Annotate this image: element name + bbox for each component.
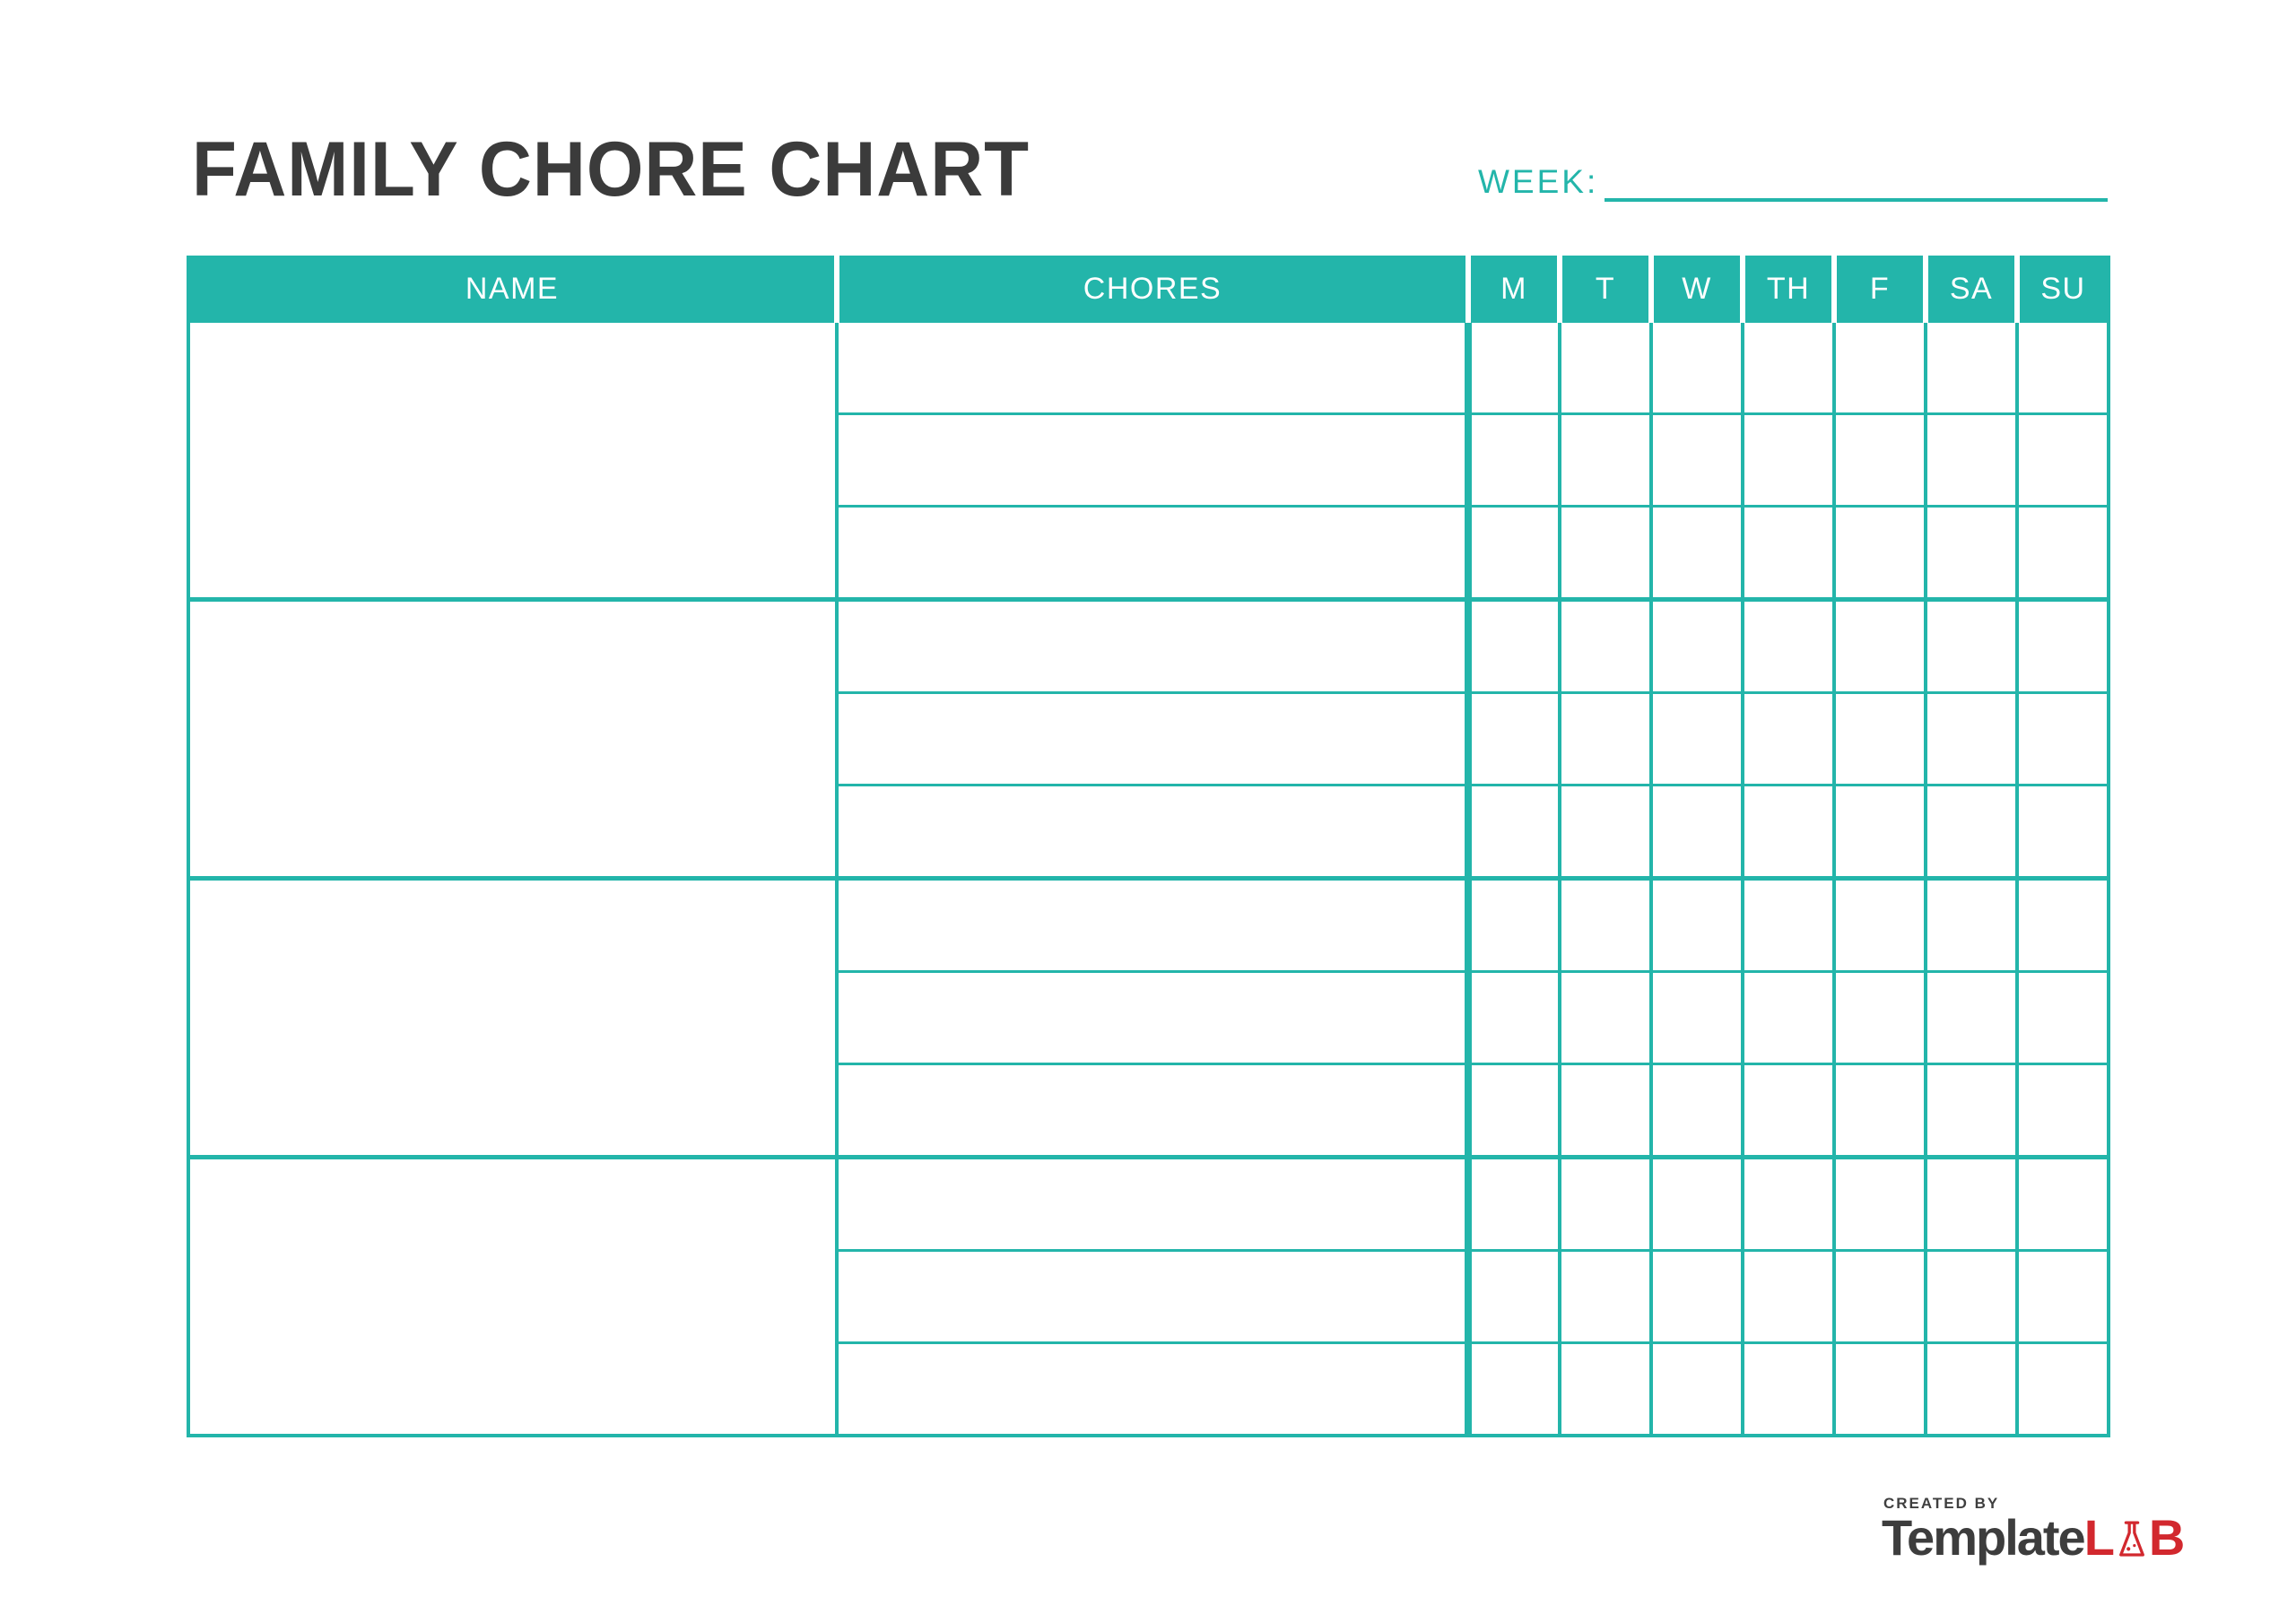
day-check-cell[interactable] [2017, 323, 2109, 414]
day-check-cell[interactable] [1468, 879, 1560, 972]
header-day-t: T [1560, 256, 1651, 323]
day-check-cell[interactable] [2017, 1251, 2109, 1343]
created-by-label: CREATED BY [1883, 1495, 2000, 1512]
day-check-cell[interactable] [1743, 972, 1834, 1064]
day-check-cell[interactable] [1651, 1251, 1743, 1343]
brand-wordmark [1882, 1509, 2185, 1566]
day-check-cell[interactable] [1651, 323, 1743, 414]
day-check-cell[interactable] [1834, 1158, 1926, 1251]
brand-lab-b: B [2148, 1509, 2185, 1566]
day-check-cell[interactable] [1743, 785, 1834, 879]
table-body [188, 323, 2109, 1436]
day-check-cell[interactable] [1834, 785, 1926, 879]
chore-input-cell[interactable] [837, 1343, 1468, 1436]
day-check-cell[interactable] [1743, 323, 1834, 414]
week-input-line[interactable] [1605, 198, 2108, 202]
chore-input-cell[interactable] [837, 414, 1468, 507]
header-row [188, 256, 2109, 323]
day-check-cell[interactable] [1926, 1158, 2017, 1251]
brand-lab-l: L [2083, 1509, 2114, 1566]
day-check-cell[interactable] [1651, 600, 1743, 693]
day-check-cell[interactable] [1926, 972, 2017, 1064]
day-check-cell[interactable] [1834, 693, 1926, 785]
day-check-cell[interactable] [1834, 507, 1926, 600]
header-day-su: SU [2017, 256, 2109, 323]
name-input-cell[interactable] [188, 1158, 837, 1436]
day-check-cell[interactable] [1834, 323, 1926, 414]
day-check-cell[interactable] [1651, 879, 1743, 972]
day-check-cell[interactable] [1560, 600, 1651, 693]
chore-input-cell[interactable] [837, 1064, 1468, 1158]
day-check-cell[interactable] [1743, 600, 1834, 693]
day-check-cell[interactable] [1560, 1064, 1651, 1158]
table-row [188, 600, 2109, 693]
header-day-m: M [1468, 256, 1560, 323]
day-check-cell[interactable] [2017, 693, 2109, 785]
week-label: WEEK: [1478, 163, 1599, 200]
day-check-cell[interactable] [1834, 972, 1926, 1064]
day-check-cell[interactable] [1468, 600, 1560, 693]
header-day-sa: SA [1926, 256, 2017, 323]
chore-input-cell[interactable] [837, 1158, 1468, 1251]
chore-input-cell[interactable] [837, 693, 1468, 785]
day-check-cell[interactable] [1743, 1251, 1834, 1343]
chore-table-wrap [187, 256, 2110, 1437]
brand-template-text: Template [1882, 1509, 2084, 1566]
day-check-cell[interactable] [2017, 600, 2109, 693]
chore-input-cell[interactable] [837, 507, 1468, 600]
chore-table [187, 256, 2110, 1437]
flask-icon [2117, 1519, 2147, 1560]
day-check-cell[interactable] [1560, 1343, 1651, 1436]
day-check-cell[interactable] [2017, 972, 2109, 1064]
day-check-cell[interactable] [1560, 972, 1651, 1064]
day-check-cell[interactable] [1834, 414, 1926, 507]
day-check-cell[interactable] [1743, 507, 1834, 600]
header-day-f: F [1834, 256, 1926, 323]
day-check-cell[interactable] [2017, 879, 2109, 972]
header-day-w: W [1651, 256, 1743, 323]
day-check-cell[interactable] [1468, 507, 1560, 600]
day-check-cell[interactable] [1651, 693, 1743, 785]
day-check-cell[interactable] [1926, 693, 2017, 785]
week-field [1478, 165, 1598, 198]
day-check-cell[interactable] [2017, 785, 2109, 879]
chore-input-cell[interactable] [837, 972, 1468, 1064]
name-input-cell[interactable] [188, 323, 837, 600]
day-check-cell[interactable] [1651, 507, 1743, 600]
day-check-cell[interactable] [1743, 1158, 1834, 1251]
day-check-cell[interactable] [1468, 1158, 1560, 1251]
brand-lab-text [2083, 1509, 2185, 1566]
header-day-th: TH [1743, 256, 1834, 323]
day-check-cell[interactable] [1468, 1343, 1560, 1436]
day-check-cell[interactable] [1651, 1064, 1743, 1158]
day-check-cell[interactable] [2017, 414, 2109, 507]
day-check-cell[interactable] [1468, 1251, 1560, 1343]
day-check-cell[interactable] [1468, 972, 1560, 1064]
day-check-cell[interactable] [2017, 1158, 2109, 1251]
day-check-cell[interactable] [1468, 1064, 1560, 1158]
templatelab-logo [1882, 1495, 2185, 1566]
day-check-cell[interactable] [1743, 1343, 1834, 1436]
day-check-cell[interactable] [1834, 1064, 1926, 1158]
day-check-cell[interactable] [1834, 600, 1926, 693]
table-row [188, 879, 2109, 972]
day-check-cell[interactable] [1926, 1064, 2017, 1158]
day-check-cell[interactable] [1560, 1158, 1651, 1251]
chore-input-cell[interactable] [837, 323, 1468, 414]
day-check-cell[interactable] [1743, 879, 1834, 972]
day-check-cell[interactable] [1468, 785, 1560, 879]
chore-input-cell[interactable] [837, 879, 1468, 972]
day-check-cell[interactable] [1834, 879, 1926, 972]
day-check-cell[interactable] [1926, 879, 2017, 972]
table-row [188, 1158, 2109, 1251]
header-chores: CHORES [837, 256, 1468, 323]
day-check-cell[interactable] [1834, 1343, 1926, 1436]
day-check-cell[interactable] [1926, 600, 2017, 693]
day-check-cell[interactable] [1468, 414, 1560, 507]
day-check-cell[interactable] [1651, 1158, 1743, 1251]
chore-input-cell[interactable] [837, 1251, 1468, 1343]
chore-input-cell[interactable] [837, 785, 1468, 879]
header-name: NAME [188, 256, 837, 323]
day-check-cell[interactable] [1651, 414, 1743, 507]
day-check-cell[interactable] [1560, 785, 1651, 879]
day-check-cell[interactable] [1560, 879, 1651, 972]
day-check-cell[interactable] [1743, 1064, 1834, 1158]
day-check-cell[interactable] [1560, 414, 1651, 507]
day-check-cell[interactable] [1926, 507, 2017, 600]
name-input-cell[interactable] [188, 600, 837, 879]
day-check-cell[interactable] [2017, 1343, 2109, 1436]
day-check-cell[interactable] [1560, 323, 1651, 414]
day-check-cell[interactable] [1926, 785, 2017, 879]
day-check-cell[interactable] [2017, 507, 2109, 600]
day-check-cell[interactable] [1560, 507, 1651, 600]
page-title: FAMILY CHORE CHART [192, 126, 1031, 213]
day-check-cell[interactable] [1651, 785, 1743, 879]
day-check-cell[interactable] [1560, 1251, 1651, 1343]
day-check-cell[interactable] [1743, 693, 1834, 785]
day-check-cell[interactable] [1926, 1343, 2017, 1436]
day-check-cell[interactable] [1468, 323, 1560, 414]
day-check-cell[interactable] [1560, 693, 1651, 785]
day-check-cell[interactable] [1834, 1251, 1926, 1343]
chore-input-cell[interactable] [837, 600, 1468, 693]
table-row [188, 323, 2109, 414]
day-check-cell[interactable] [1926, 323, 2017, 414]
day-check-cell[interactable] [1743, 414, 1834, 507]
day-check-cell[interactable] [1651, 972, 1743, 1064]
day-check-cell[interactable] [1926, 414, 2017, 507]
name-input-cell[interactable] [188, 879, 837, 1158]
day-check-cell[interactable] [2017, 1064, 2109, 1158]
day-check-cell[interactable] [1468, 693, 1560, 785]
day-check-cell[interactable] [1651, 1343, 1743, 1436]
day-check-cell[interactable] [1926, 1251, 2017, 1343]
